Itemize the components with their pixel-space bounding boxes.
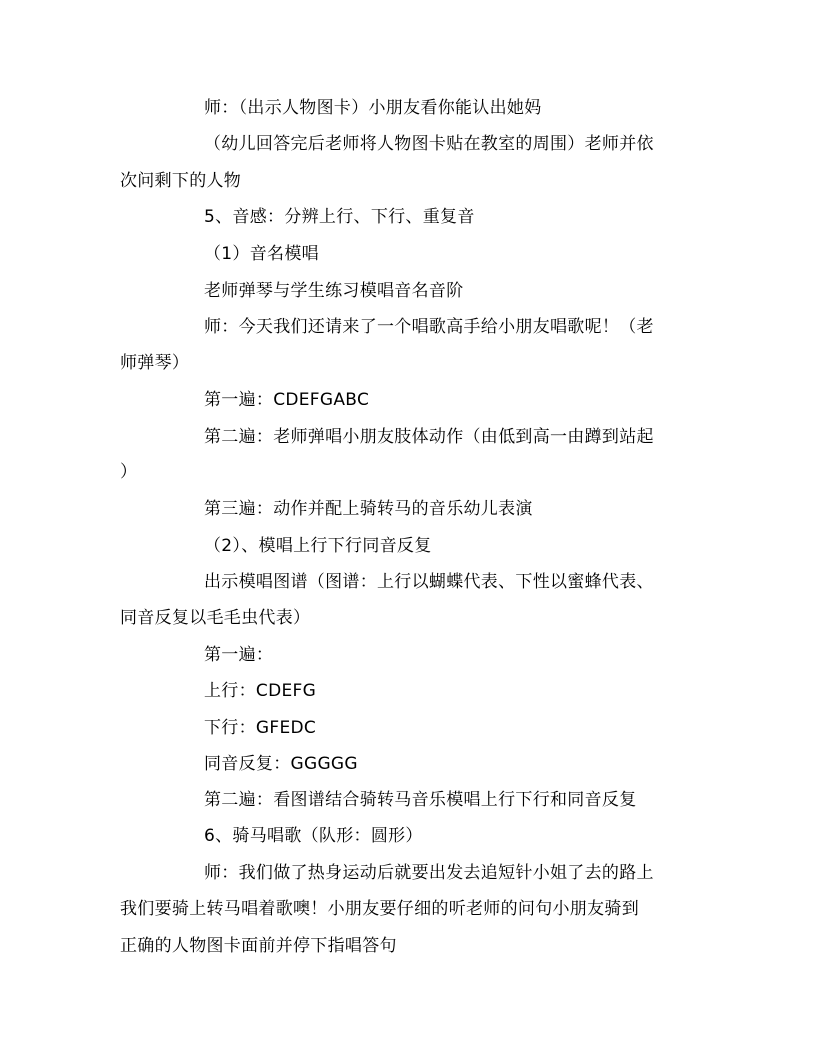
text-line-24: 正确的人物图卡面前并停下指唱答句 [120, 936, 397, 956]
text-line-18: 下行：GFEDC [204, 718, 317, 738]
text-line-4: 5、音感：分辨上行、下行、重复音 [204, 207, 475, 227]
text-line-10: 第二遍：老师弹唱小朋友肢体动作（由低到高一由蹲到站起 [204, 427, 654, 447]
text-line-12: 第三遍：动作并配上骑转马的音乐幼儿表演 [204, 499, 533, 519]
text-line-21: 6、骑马唱歌（队形：圆形） [204, 826, 423, 846]
text-line-2: （幼儿回答完后老师将人物图卡贴在教室的周围）老师并依 [204, 134, 654, 154]
text-line-5: （1）音名模唱 [204, 244, 319, 264]
text-line-15: 同音反复以毛毛虫代表） [120, 608, 311, 628]
text-line-17: 上行：CDEFG [204, 681, 317, 701]
text-line-20: 第二遍：看图谱结合骑转马音乐模唱上行下行和同音反复 [204, 790, 637, 810]
text-line-19: 同音反复：GGGGG [204, 754, 358, 774]
text-line-1: 师：（出示人物图卡）小朋友看你能认出她妈 [204, 98, 542, 118]
text-line-14: 出示模唱图谱（图谱：上行以蝴蝶代表、下性以蜜蜂代表、 [204, 572, 654, 592]
text-line-7: 师：今天我们还请来了一个唱歌高手给小朋友唱歌呢！（老 [204, 317, 654, 337]
text-line-3: 次问剩下的人物 [120, 171, 242, 191]
text-line-23: 我们要骑上转马唱着歌噢！小朋友要仔细的听老师的问句小朋友骑到 [120, 899, 639, 919]
text-line-6: 老师弹琴与学生练习模唱音名音阶 [204, 281, 464, 301]
text-line-11: ） [120, 462, 138, 482]
text-line-16: 第一遍： [204, 645, 274, 665]
text-line-22: 师：我们做了热身运动后就要出发去追短针小姐了去的路上 [204, 863, 654, 883]
text-line-8: 师弹琴） [120, 353, 190, 373]
text-line-13: （2）、模唱上行下行同音反复 [204, 536, 432, 556]
text-line-9: 第一遍：CDEFGABC [204, 390, 370, 410]
